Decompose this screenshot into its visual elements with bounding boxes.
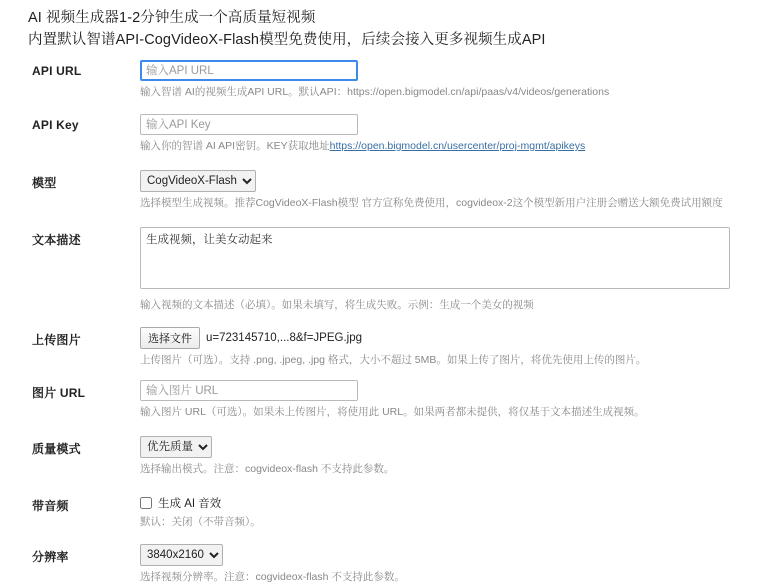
hint-model: 选择模型生成视频。推荐CogVideoX-Flash模型 官方宣称免费使用，cogvideox-2这个模型新用户注册会赠送大额免费试用额度: [140, 197, 723, 209]
field-model: [140, 170, 768, 211]
field-image-url: [140, 380, 768, 420]
api-key-input[interactable]: [140, 114, 358, 135]
field-api-url: [140, 60, 768, 100]
hint-api-key: [140, 139, 756, 154]
resolution-select[interactable]: [140, 544, 223, 566]
video-generator-form: [0, 60, 768, 585]
hint-api-key-text: 输入你的智谱 AI API密钥。KEY获取地址: [140, 140, 330, 152]
field-resolution: [140, 544, 768, 585]
field-row-quality-mode: [0, 436, 768, 477]
field-text-desc: [140, 227, 768, 313]
hint-image-url: 输入图片 URL（可选）。如果未上传图片，将使用此 URL。如果两者都未提供，将仅基于文本描述生成视频。: [140, 406, 645, 418]
hint-upload-image: 上传图片（可选）。支持 .png, .jpeg, .jpg 格式，大小不超过 5MB。如果上传了图片，将优先使用上传的图片。: [140, 354, 647, 366]
hint-resolution: 选择视频分辨率。注意：cogvideox-flash 不支持此参数。: [140, 571, 405, 583]
text-desc-textarea[interactable]: [140, 227, 730, 289]
field-row-api-key: [0, 114, 768, 154]
label-quality-mode: 质量模式: [32, 442, 81, 456]
label-model: 模型: [32, 176, 57, 190]
hint-api-url-link[interactable]: https://open.bigmodel.cn/api/paas/v4/videos/generations: [347, 86, 610, 98]
hint-quality-mode: 选择输出模式。注意：cogvideox-flash 不支持此参数。: [140, 463, 395, 475]
field-row-with-audio: [0, 493, 768, 530]
with-audio-checkbox[interactable]: [140, 497, 152, 509]
api-url-input[interactable]: [140, 60, 358, 81]
label-image-url: 图片 URL: [32, 386, 86, 400]
field-row-model: [0, 170, 768, 211]
api-key-link[interactable]: https://open.bigmodel.cn/usercenter/proj-mgmt/apikeys: [329, 140, 586, 152]
with-audio-checkbox-label: 生成 AI 音效: [158, 498, 222, 510]
hint-api-url-text: 输入智谱 AI的视频生成API URL。默认API：: [140, 86, 348, 98]
quality-mode-select[interactable]: [140, 436, 212, 458]
choose-file-button[interactable]: 选择文件: [140, 327, 200, 349]
file-picker: [140, 327, 756, 349]
field-row-upload-image: [0, 327, 768, 368]
field-upload-image: [140, 327, 768, 368]
page-title: AI 视频生成器1-2分钟生成一个高质量短视频: [28, 10, 316, 26]
label-resolution: 分辨率: [32, 550, 69, 564]
uploaded-file-name: u=723145710,...8&f=JPEG.jpg: [206, 332, 363, 344]
hint-with-audio: 默认：关闭（不带音频）。: [140, 516, 261, 528]
field-row-text-desc: [0, 227, 768, 313]
image-url-input[interactable]: [140, 380, 358, 401]
field-with-audio: [140, 493, 768, 530]
label-text-desc: 文本描述: [32, 233, 81, 247]
page-header: [0, 4, 768, 50]
field-row-resolution: [0, 544, 768, 585]
model-select[interactable]: [140, 170, 256, 192]
label-api-key: API Key: [32, 118, 79, 132]
field-row-image-url: [0, 380, 768, 420]
field-api-key: [140, 114, 768, 154]
hint-text-desc: 输入视频的文本描述（必填）。如果未填写，将生成失败。示例：生成一个美女的视频: [140, 299, 534, 311]
hint-api-url: [140, 85, 756, 100]
label-with-audio: 带音频: [32, 499, 69, 513]
label-api-url: API URL: [32, 64, 82, 78]
label-upload-image: 上传图片: [32, 333, 81, 347]
field-quality-mode: [140, 436, 768, 477]
with-audio-check-row[interactable]: [140, 493, 756, 511]
field-row-api-url: [0, 60, 768, 100]
page-subtitle: 内置默认智谱API-CogVideoX-Flash模型免费使用，后续会接入更多视频生成API: [28, 32, 546, 48]
